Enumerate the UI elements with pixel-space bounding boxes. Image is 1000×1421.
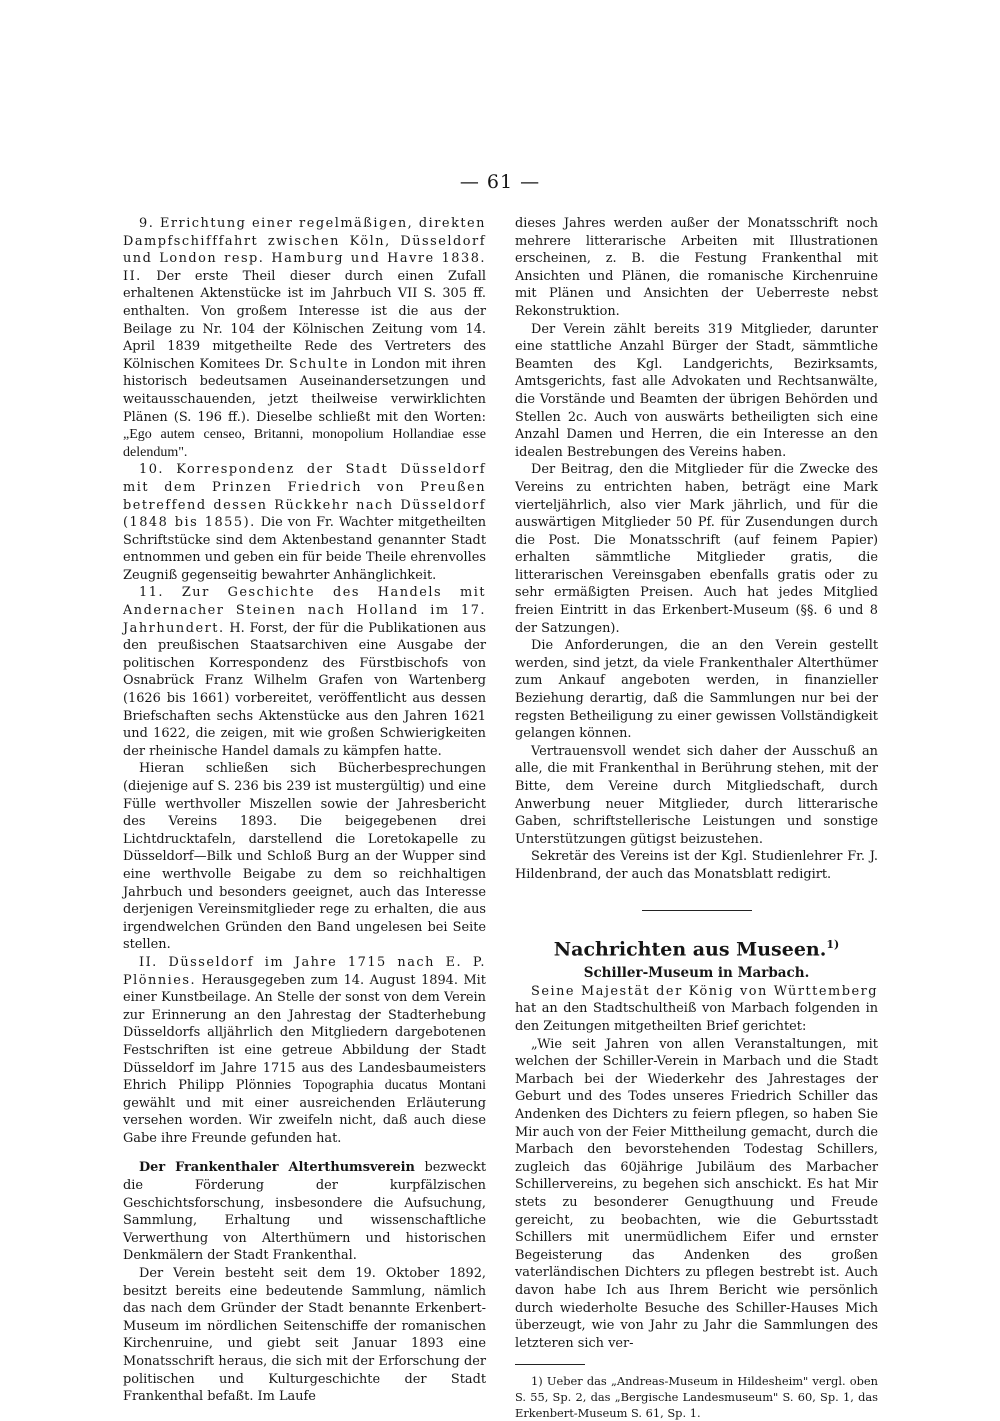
section-subheading: Schiller-Museum in Marbach.: [583, 964, 810, 981]
duesseldorf-1715-latin: Topographia ducatus Montani: [303, 1078, 487, 1094]
left-column: [123, 215, 486, 1406]
king-title: Seine Majestät der König von Württemberg: [531, 983, 878, 999]
paragraph-letter: „Wie seit Jahren von allen Veranstaltungen, mit welchen der Schiller-Verein in Marbach und die Stadt Marbach bei der Wiederkehr des Jahrestages der Geburt und des Todes unseres Friedrich Schiller das Andenken des Dichters zu feiern pflegen, so haben Sie Mir auch von der Feier Mittheilung gemacht, durch die Marbach den bevorstehenden Todestag Schillers, zugleich das 60jährige Jubiläum des Marbacher Schillervereins, zu begehen sich anschickt. Es hat Mir stets zu besonderer Genugthuung und Freude gereicht, zu beobachten, wie die Geburtsstadt Schillers mit unermüdlichem Eifer und ernster Begeisterung das Andenken des großen vaterländischen Dichters zu pflegen bestrebt ist. Auch davon habe Ich aus Ihrem Bericht wie persönlich durch wiederholte Besuche des Schiller-Hauses Mich überzeugt, wie von Jahr zu Jahr die Sammlungen des letzteren sich ver-: [515, 1036, 878, 1351]
duesseldorf-1715-text-a: Herausgegeben zum 14. August 1894. Mit einer Kunstbeilage. An Stelle der sonst von dem Verein zur Erinnerung an den Jahrestag der Stadterhebung Düsseldorfs alljährlich den Mitgliedern dargebotenen Festschriften ist eine getreue Abbildung der Stadt Düsseldorf im Jahre 1715 aus des Landesbaumeisters Ehrich Philipp Plönnies: [123, 972, 486, 1094]
item-9-text-b: in London mit ihren historisch bedeutsamen Auseinandersetzungen und weitausschauenden, jetzt theilweise verwirklichten Plänen (S. 196 ff.). Dieselbe schließt mit den Worten:: [123, 356, 486, 425]
section-divider: [642, 910, 752, 911]
item-10-title: 10. Korrespondenz der Stadt Düsseldorf mit dem Prinzen Friedrich von Preußen betreffend dessen Rückkehr nach Düsseldorf (1848 bis 1855).: [123, 462, 486, 531]
king-text: hat an den Stadtschultheiß von Marbach folgenden in den Zeitungen mitgetheilten Brief gerichtet:: [515, 1001, 878, 1035]
footnote-divider: [515, 1364, 585, 1365]
paragraph-item-9: [123, 215, 486, 461]
frankenthal-text: bezweckt die Förderung der kurpfälzischen Geschichtsforschung, insbesondere die Aufsuchung, Sammlung, Erhaltung und wissenschaftliche Verwerthung von Alterthümern und historischen Denkmälern der Stadt Frankenthal.: [123, 1160, 486, 1264]
paragraph-requirements: Die Anforderungen, die an den Verein gestellt werden, sind jetzt, da viele Frankenthaler Alterthümer zum Ankauf angeboten werden, in finanzieller Beziehung derartig, daß die Sammlungen nur bei der regsten Betheiligung zu einer gewissen Vollständigkeit gelangen können.: [515, 638, 878, 742]
footnote: 1) Ueber das „Andreas-Museum in Hildesheim" vergl. oben S. 55, Sp. 2, das „Bergische Landesmuseum" S. 60, Sp. 1, das Erkenbert-Museum S. 61, Sp. 1.: [515, 1374, 878, 1421]
paragraph-reviews: Hieran schließen sich Bücherbesprechungen (diejenige auf S. 236 bis 239 ist mustergültig) und eine Fülle werthvoller Miszellen sowie der Jahresbericht des Vereins 1893. Die beigegebenen drei Lichtdrucktafeln, darstellend die Loretokapelle zu Düsseldorf—Bilk und Schloß Burg an der Wupper sind eine werthvolle Beigabe zu dem so reichhaltigen Jahrbuch und besonders geeignet, auch das Interesse derjenigen Vereinsmitglieder rege zu erhalten, die aus irgendwelchen Gründen den Band ungelesen bei Seite stellen.: [123, 761, 486, 953]
paragraph-members: Der Verein zählt bereits 319 Mitglieder, darunter eine stattliche Anzahl Bürger der Stadt, sämmtliche Beamten des Kgl. Landgerichts, Bezirksamts, Amtsgerichts, fast alle Advokaten und Rechtsanwälte, die Vorstände und Beamten der übrigen Behörden und Stellen 2c. Auch von auswärts betheiligten sich eine Anzahl Damen und Herren, die ein Interesse an den idealen Bestrebungen des Vereins haben.: [515, 321, 878, 460]
frankenthal-title: Der Frankenthaler Alterthumsverein: [139, 1160, 415, 1176]
paragraph-king: [515, 983, 878, 1036]
paragraph-item-11: [123, 584, 486, 760]
paragraph-secretary: Sekretär des Vereins ist der Kgl. Studienlehrer Fr. J. Hildenbrand, der auch das Monatsblatt redigirt.: [515, 849, 878, 882]
paragraph-frankenthal-verein: Der Verein besteht seit dem 19. Oktober 1892, besitzt bereits eine bedeutende Sammlung, nämlich das nach dem Gründer der Stadt benannte Erkenbert-Museum im nördlichen Seitenschiffe der romanischen Kirchenruine, und giebt seit Januar 1893 eine Monatsschrift heraus, die sich mit der Erforschung der politischen und Kulturgeschichte der Stadt Frankenthal befaßt. Im Laufe: [123, 1266, 486, 1405]
paragraph-continuation: dieses Jahres werden außer der Monatsschrift noch mehrere litterarische Arbeiten mit Illustrationen erscheinen, z. B. die Festung Frankenthal mit Ansichten und Plänen, die romanische Kirchenruine mit Plänen und Ansichten der Ueberreste nebst Rekonstruktion.: [515, 216, 878, 319]
section-heading: [515, 933, 878, 961]
duesseldorf-1715-text-b: gewählt und mit einer ausreichenden Erläuterung versehen worden. Wir zweifeln nicht, daß auch diese Gabe ihre Freunde gefunden hat.: [123, 1095, 486, 1146]
footnote-marker: 1): [826, 937, 840, 951]
duesseldorf-1715-title: II. Düsseldorf im Jahre 1715 nach E. P. Plönnies.: [123, 954, 486, 988]
item-11-text: H. Forst, der für die Publikationen aus den preußischen Staatsarchiven eine Ausgabe der politischen Korrespondenz des Fürstbischofs von Osnabrück Franz Wilhelm Grafen von Wartenberg (1626 bis 1661) vorbereitet, veröffentlicht aus dessen Briefschaften sechs Aktenstücke aus den Jahren 1621 und 1622, die zeigen, mit wie großen Schwierigkeiten der rheinische Handel damals zu kämpfen hatte.: [123, 620, 486, 759]
item-10-text: Die von Fr. Wachter mitgetheilten Schriftstücke sind dem Aktenbestand genannter Stadt entnommen und geben ein für beide Theile ehrenvolles Zeugniß gegenseitig bewahrter Anhänglichkeit.: [123, 515, 487, 583]
paragraph-frankenthal: [123, 1159, 486, 1265]
item-11-title: 11. Zur Geschichte des Handels mit Andernacher Steinen nach Holland im 17. Jahrhundert.: [123, 585, 486, 636]
paragraph-contribution: Der Beitrag, den die Mitglieder für die Zwecke des Vereins zu entrichten haben, beträgt eine Mark vierteljährlich, also vier Mark jährlich, und für die auswärtigen Mitglieder 50 Pf. für Zusendungen durch die Post. Die Monatsschrift (auf feinem Papier) erhalten sämmtliche Mitglieder gratis, die litterarischen Vereinsgaben ebenfalls gratis oder zu sehr ermäßigten Preisen. Auch hat jedes Mitglied freien Eintritt in das Erkenbert-Museum (§§. 6 und 8 der Satzungen).: [515, 462, 878, 636]
paragraph-duesseldorf-1715: [123, 954, 486, 1148]
item-9-title: 9. Errichtung einer regelmäßigen, direkten Dampfschifffahrt zwischen Köln, Düsseldorf und London resp. Hamburg und Havre 1838. II.: [123, 216, 486, 284]
item-9-text-a: Der erste Theil dieser durch einen Zufall erhaltenen Aktenstücke ist im Jahrbuch VII S. 305 ff. enthalten. Von großem Interesse ist die aus der Beilage zu Nr. 104 der Kölnischen Zeitung vom 14. April 1839 mitgetheilte Rede des Vertreters des Kölnischen Komitees Dr.: [123, 268, 486, 372]
paragraph-appeal: Vertrauensvoll wendet sich daher der Ausschuß an alle, die mit Frankenthal in Berührung stehen, mit der Bitte, dem Vereine durch Mitgliedschaft, durch Anwerbung neuer Mitglieder, durch litterarische Gaben, schriftstellerische Leistungen und sonstige Unterstützungen gütigst beizustehen.: [515, 743, 878, 847]
section-heading-text: Nachrichten aus Museen.: [553, 937, 827, 960]
page-number: — 61 —: [459, 171, 541, 193]
item-9-latin-quote: „Ego autem censeo, Britanni, monopolium Hollandiae esse delendum".: [123, 427, 486, 460]
right-column: [515, 215, 878, 1421]
item-9-name: Schulte: [288, 356, 350, 372]
paragraph-item-10: [123, 461, 486, 584]
